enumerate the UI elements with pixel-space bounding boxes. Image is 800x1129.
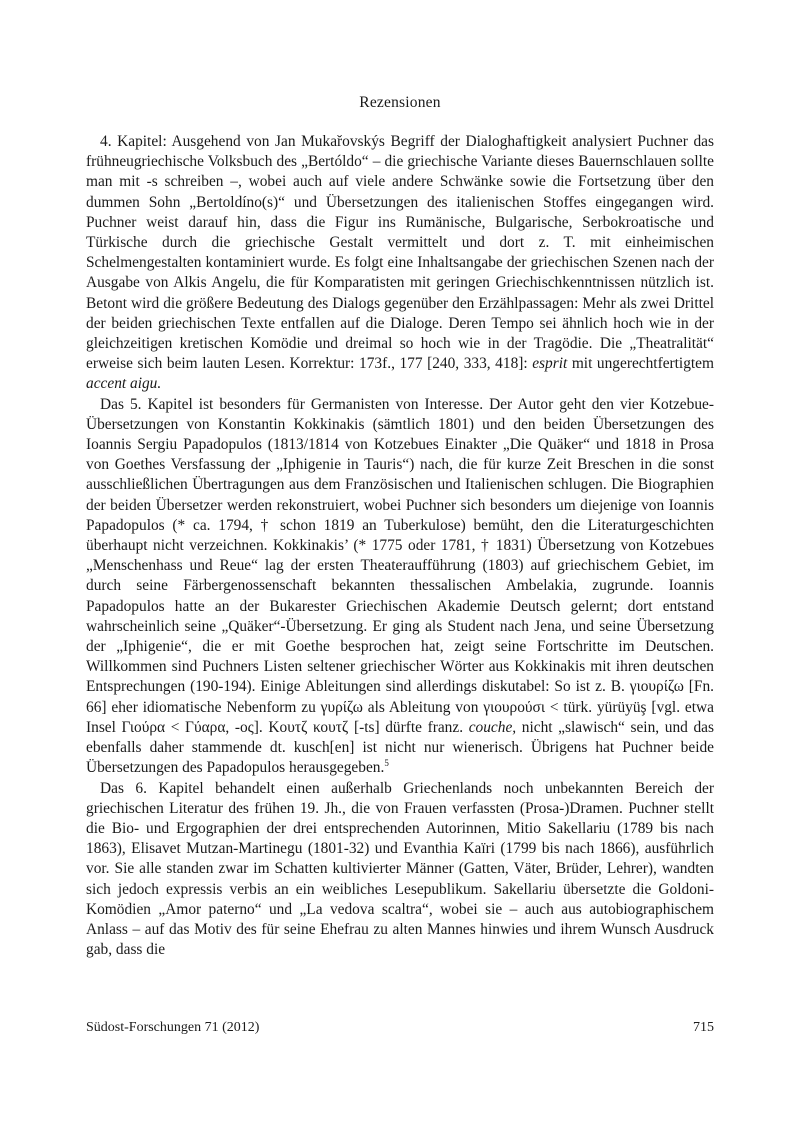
footnote-ref: 5 (384, 758, 389, 769)
italic-run: couche, (468, 718, 517, 736)
italic-run: accent aigu. (86, 375, 162, 393)
paragraph (86, 395, 714, 779)
page-number: 715 (693, 1020, 714, 1035)
body-text (86, 132, 714, 960)
paragraph (86, 779, 714, 961)
text-run: mit ungerechtfertigtem (567, 355, 714, 373)
text-run: 4. Kapitel: Ausgehend von Jan Mukařovskýs Begriff der Dialoghaftigkeit analysiert Puchner das frühneugriechische Volksbuch des „Bertóldo“ – die griechische Variante dieses Bauernschlauen sollte man mit -s schreiben –, wobei auch auf viele andere Schwänke sowie die Fortsetzung über den dummen Sohn „Bertoldíno(s)“ und Übersetzungen des italienischen Stoffes eingegangen wird. Puchner weist darauf hin, dass die Figur ins Rumänische, Bulgarische, Serbokroatische und Türkische durch die griechische Gestalt vermittelt und dort z. T. mit einheimischen Schelmengestalten kontaminiert wurde. Es folgt eine Inhaltsangabe der griechischen Szenen nach der Ausgabe von Alkis Angelu, die für Komparatisten mit geringen Griechischkenntnissen nützlich ist. Betont wird die größere Bedeutung des Dialogs gegenüber den Erzählpassagen: Mehr als zwei Drittel der beiden griechischen Texte entfallen auf die Dialoge. Deren Tempo sei ähnlich hoch wie in der gleichzeitigen kretischen Komödie und dreimal so hoch wie in der Tragödie. Die „Theatralität“ erweise sich beim lauten Lesen. Korrektur: 173f., 177 [240, 333, 418]: (86, 133, 714, 373)
paragraph (86, 132, 714, 395)
journal-citation: Südost-Forschungen 71 (2012) (86, 1020, 260, 1035)
italic-run: esprit (532, 355, 568, 373)
running-title: Rezensionen (359, 94, 441, 111)
page-footer (86, 1020, 714, 1036)
page (86, 94, 714, 960)
text-run: nicht „slawisch“ sein, und das ebenfalls daher stammende dt. kusch[en] ist nicht nur wienerisch. Übrigens hat Puchner beide Übersetzungen des Papadopulos herausgegeben. (86, 718, 714, 777)
text-run: Das 5. Kapitel ist besonders für Germanisten von Interesse. Der Autor geht den vier Kotzebue-Übersetzungen von Konstantin Kokkinakis (sämtlich 1801) und den beiden Übersetzungen des Ioannis Sergiu Papadopulos (1813/1814 von Kotzebues Einakter „Die Quäker“ und 1818 in Prosa von Goethes Versfassung der „Iphigenie in Tauris“) nach, die für kurze Zeit Breschen in die sonst ausschließlichen Übertragungen aus dem Französischen und Italienischen schlugen. Die Biographien der beiden Übersetzer werden rekonstruiert, wobei Puchner sich besonders um diejenige von Ioannis Papadopulos (* ca. 1794, † schon 1819 an Tuberkulose) bemüht, den die Literaturgeschichten überhaupt nicht verzeichnen. Kokkinakis’ (* 1775 oder 1781, † 1831) Übersetzung von Kotzebues „Menschenhass und Reue“ lag der ersten Theateraufführung (1803) auf griechischem Gebiet, im durch seine Färbergenossenschaft bekannten thessalischen Ambelakia, zugrunde. Ioannis Papadopulos hatte an der Bukarester Griechischen Akademie Deutsch gelernt; dort entstand wahrscheinlich seine „Quäker“-Übersetzung. Er ging als Student nach Jena, und seine Übersetzung der „Iphigenie“, die er mit Goethe besprochen hat, zeigt seine Fortschritte im Deutschen. Willkommen sind Puchners Listen seltener griechischer Wörter aus Kokkinakis mit ihren deutschen Entsprechungen (190-194). Einige Ableitungen sind allerdings diskutabel: So ist z. B. γιουρίζω [Fn. 66] eher idiomatische Nebenform zu γυρίζω als Ableitung von γιουρούσι < türk. yürüyüş [vgl. etwa Insel Γιούρα < Γύαρα, -ος]. Κουτζ κουτζ [-ts] dürfte franz. (86, 395, 714, 736)
text-run: Das 6. Kapitel behandelt einen außerhalb Griechenlands noch unbekannten Bereich der griechischen Literatur des frühen 19. Jh., die von Frauen verfassten (Prosa-)Dramen. Puchner stellt die Bio- und Ergographien der drei entsprechenden Autorinnen, Mitio Sakellariu (1789 bis nach 1863), Elisavet Mutzan-Martinegu (1801-32) und Evanthia Kaïri (1799 bis nach 1866), ausführlich vor. Sie alle standen zwar im Schatten kultivierter Männer (Gatten, Väter, Brüder, Lehrer), wandten sich jedoch expressis verbis an ein weibliches Lesepublikum. Sakellariu übersetzte die Goldoni-Komödien „Amor paterno“ und „La vedova scaltra“, wobei sie – auch aus autobiographischem Anlass – auf das Motiv des für seine Ehefrau zu alten Mannes hinwies und ihrem Wunsch Ausdruck gab, dass die (86, 779, 714, 959)
